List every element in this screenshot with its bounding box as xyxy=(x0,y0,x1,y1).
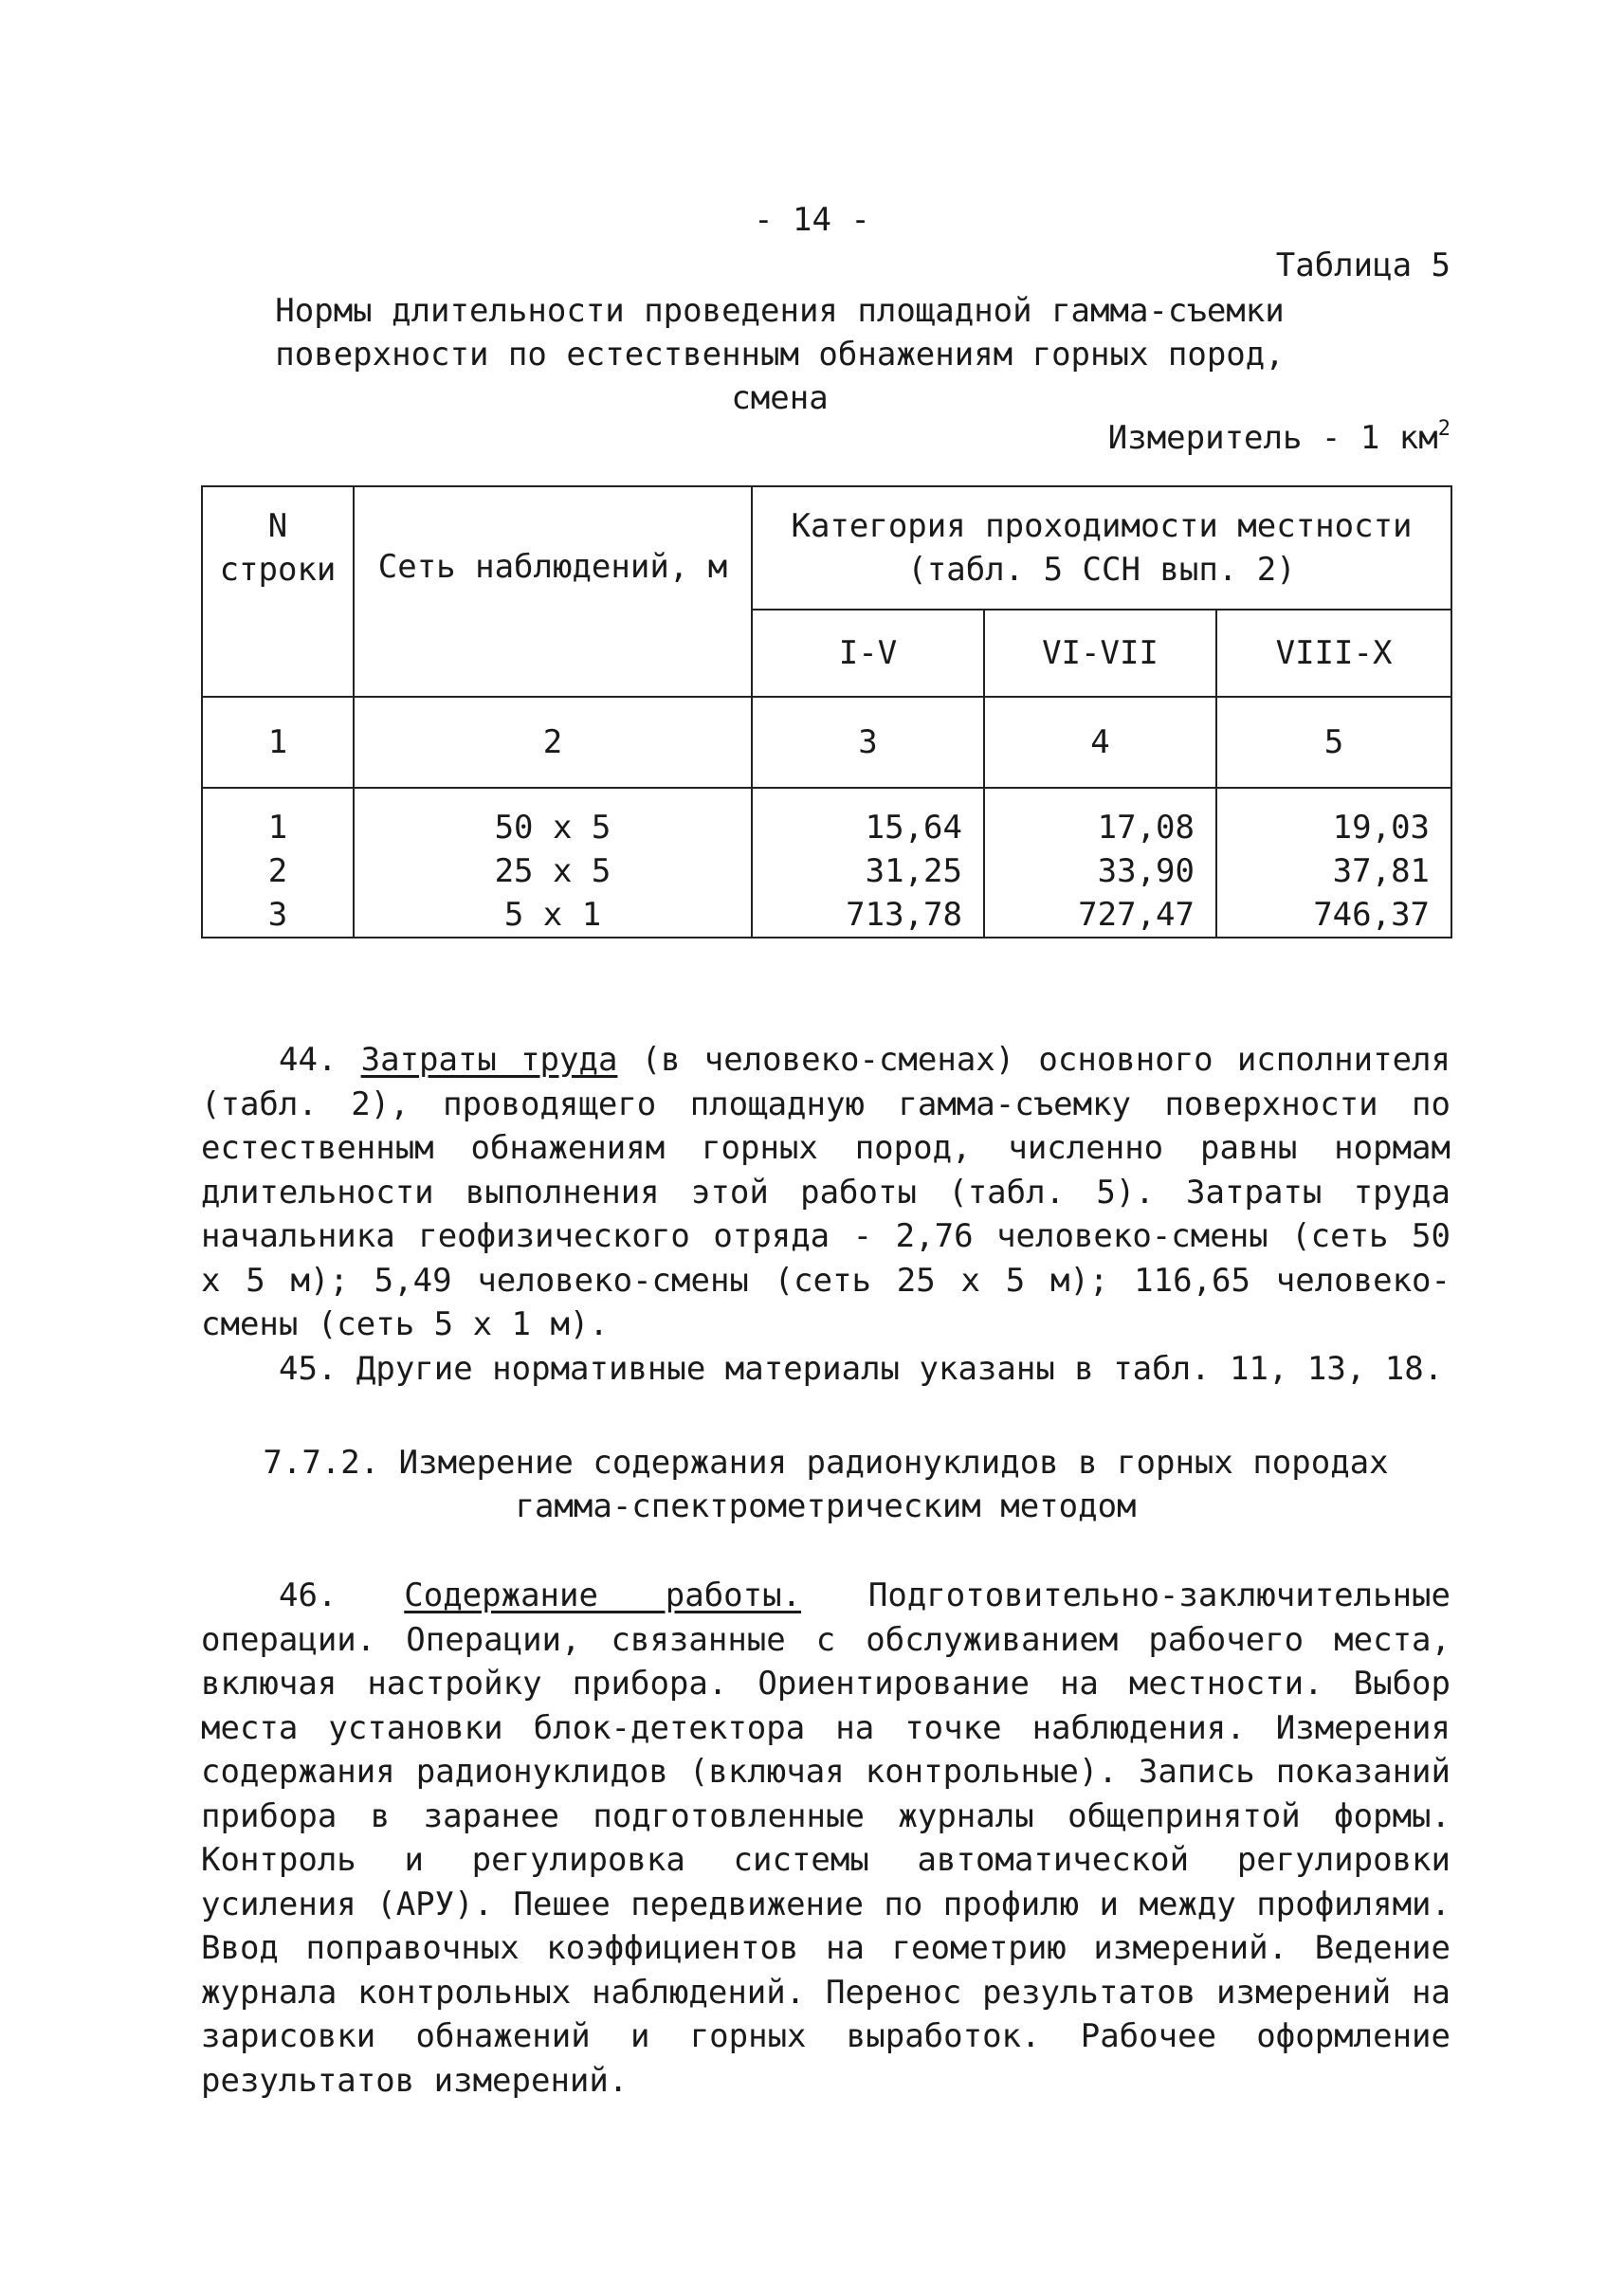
caption-line: Нормы длительности проведения площадной гамма-съемки xyxy=(275,292,1285,330)
caption-line: поверхности по естественным обнажениям горных пород, xyxy=(275,336,1285,374)
header-category-group xyxy=(752,486,1451,610)
row-grid: 5 x 1 xyxy=(354,893,752,938)
table-header-row xyxy=(202,486,1451,610)
table-row xyxy=(202,893,1451,938)
row-value-2: 17,08 xyxy=(984,788,1216,849)
paragraph-45: 45. Другие нормативные материалы указаны в табл. 11, 13, 18. xyxy=(279,1349,1444,1388)
column-number: 1 xyxy=(202,697,354,788)
section-title-line: гамма-спектрометрическим методом xyxy=(515,1487,1137,1525)
row-value-3: 37,81 xyxy=(1216,849,1451,893)
section-title xyxy=(201,1441,1451,1528)
paragraph-44-block xyxy=(201,1038,1451,1391)
row-value-3: 19,03 xyxy=(1216,788,1451,849)
para44-title: Затраты труда xyxy=(360,1041,618,1079)
subheader-1: I-V xyxy=(752,610,984,697)
measure-unit-sup: 2 xyxy=(1437,417,1451,441)
header-n: N xyxy=(267,507,288,545)
column-number: 2 xyxy=(354,697,752,788)
subheader-3: VIII-X xyxy=(1216,610,1451,697)
section-title-line: 7.7.2. Измерение содержания радионуклидов в горных породах xyxy=(263,1444,1389,1482)
page-number: - 14 - xyxy=(754,201,870,239)
measure-unit xyxy=(948,417,1451,457)
para44-text: (в человеко-сменах) основного исполнителя (табл. 2), проводящего площадную гамма-съемку поверхности по естественным обнажениям горных пород, численно равны нормам длительности выполнения этой работы (табл. 5). Затраты труда начальника геофизического отряда - 2,76 человеко-смены (сеть 50 х 5 м); 5,49 человеко-смены (сеть 25 х 5 м); 116,65 человеко-смены (сеть 5 х 1 м). xyxy=(201,1041,1451,1343)
para46-text: Подготовительно-заключительные операции. Операции, связанные с обслуживанием рабочего места, включая настройку прибора. Ориентирование на местности. Выбор места установки блок-детектора на точке наблюдения. Измерения содержания радионуклидов (включая контрольные). Запись показаний прибора в заранее подготовленные журналы общепринятой формы. Контроль и регулировка системы автоматической регулировки усиления (АРУ). Пешее передвижение по профилю и между профилями. Ввод поправочных коэффициентов на геометрию измерений. Ведение журнала контрольных наблюдений. Перенос результатов измерений на зарисовки обнажений и горных выработок. Рабочее оформление результатов измерений. xyxy=(201,1576,1451,2100)
row-value-1: 15,64 xyxy=(752,788,984,849)
column-number-row xyxy=(202,697,1451,788)
subheader-2: VI-VII xyxy=(984,610,1216,697)
row-value-3: 746,37 xyxy=(1216,893,1451,938)
header-row-label: строки xyxy=(219,551,337,589)
column-number: 5 xyxy=(1216,697,1451,788)
table-caption xyxy=(190,289,1370,420)
row-grid: 50 x 5 xyxy=(354,788,752,849)
paragraph-44 xyxy=(201,1038,1451,1347)
row-value-1: 31,25 xyxy=(752,849,984,893)
row-grid: 25 x 5 xyxy=(354,849,752,893)
header-category-line: Категория проходимости местности xyxy=(791,507,1413,545)
norms-table xyxy=(201,485,1452,938)
header-grid xyxy=(354,486,752,697)
table-label: Таблица 5 xyxy=(1275,246,1451,284)
para44-number: 44. xyxy=(279,1041,338,1079)
row-number: 1 xyxy=(202,788,354,849)
row-value-1: 713,78 xyxy=(752,893,984,938)
para46-number: 46. xyxy=(279,1576,338,1614)
row-number: 2 xyxy=(202,849,354,893)
table-row xyxy=(202,849,1451,893)
row-value-2: 33,90 xyxy=(984,849,1216,893)
para46-title: Содержание работы. xyxy=(404,1576,802,1614)
row-number: 3 xyxy=(202,893,354,938)
paragraph-46 xyxy=(201,1574,1451,2103)
column-number: 3 xyxy=(752,697,984,788)
column-number: 4 xyxy=(984,697,1216,788)
table-row xyxy=(202,788,1451,849)
row-value-2: 727,47 xyxy=(984,893,1216,938)
header-grid-label: Сеть наблюдений, м xyxy=(377,548,728,586)
header-category-line: (табл. 5 ССН вып. 2) xyxy=(907,551,1296,589)
measure-unit-text: Измеритель - 1 км xyxy=(1107,419,1438,457)
paragraph-46-block xyxy=(201,1574,1451,2103)
header-row-number xyxy=(202,486,354,697)
caption-line: смена xyxy=(731,379,829,417)
